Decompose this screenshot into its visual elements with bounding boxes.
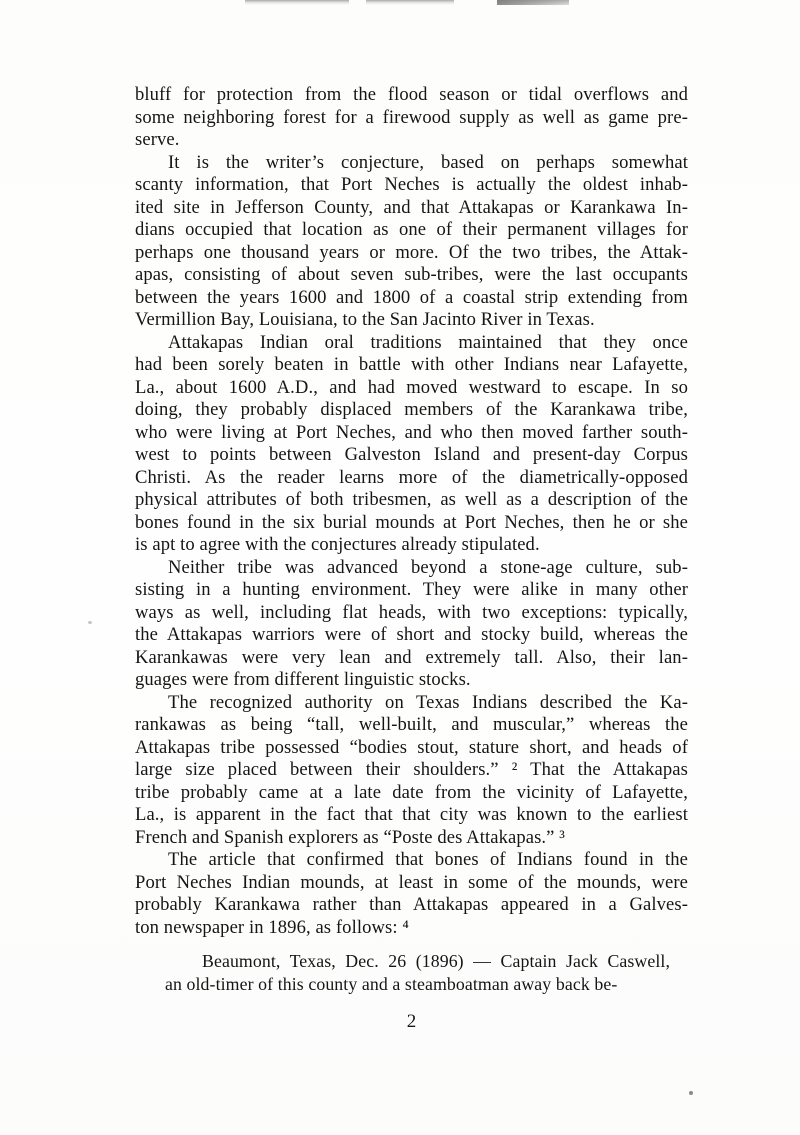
text-line: perhaps one thousand years or more. Of the two tribes, the Attak- [135,241,688,263]
scan-artifact-ink [366,0,454,5]
page-number: 2 [406,1011,417,1032]
text-line: French and Spanish explorers as “Poste des Attakapas.” ³ [135,826,565,848]
text-line: serve. [135,129,180,150]
text-line: The recognized authority on Texas Indians described the Ka- [168,691,688,713]
page-body [135,84,688,995]
text-line: rankawas as being “tall, well-built, and muscular,” whereas the [135,714,688,735]
text-line: bluff for protection from the flood season or tidal overflows and [135,84,688,105]
text-line: La., about 1600 A.D., and had moved westward to escape. In so [135,376,688,398]
paragraph [135,84,688,152]
text-line: probably Karankawa rather than Attakapas appeared in a Galves- [135,894,688,915]
paragraph [135,557,688,692]
scan-artifact-ink [245,0,349,5]
text-line: Neither tribe was advanced beyond a stone-age culture, sub- [168,556,688,578]
text-line: dians occupied that location as one of their permanent villages for [135,219,688,240]
text-line: physical attributes of both tribesmen, as well as a description of the [135,489,688,510]
text-line: an old-timer of this county and a steamboatman away back be- [165,973,618,994]
scan-artifact-ink [497,0,569,5]
text-line: west to points between Galveston Island and present-day Corpus [135,444,688,465]
text-line: large size placed between their shoulders.” ² That the Attakapas [135,759,688,780]
block-quote [165,950,670,995]
paragraph [135,152,688,332]
text-line: had been sorely beaten in battle with other Indians near Lafayette, [135,354,688,375]
scan-speck [88,621,92,624]
scan-artifact-bar [366,0,454,5]
text-line: ited site in Jefferson County, and that Attakapas or Karankawa In- [135,196,688,218]
text-line: Beaumont, Texas, Dec. 26 (1896) — Captain Jack Caswell, [202,951,670,971]
text-line: doing, they probably displaced members of the Karankawa tribe, [135,399,688,420]
paragraph [135,332,688,557]
text-line: Vermillion Bay, Louisiana, to the San Jacinto River in Texas. [135,309,595,330]
text-line: Karankawas were very lean and extremely tall. Also, their lan- [135,646,688,668]
text-line: Attakapas Indian oral traditions maintained that they once [168,331,688,353]
text-line: who were living at Port Neches, and who then moved farther south- [135,421,688,443]
text-line: Port Neches Indian mounds, at least in some of the mounds, were [135,871,688,893]
text-line: bones found in the six burial mounds at Port Neches, then he or she [135,511,688,533]
text-line: is apt to agree with the conjectures already stipulated. [135,534,540,555]
text-line: Attakapas tribe possessed “bodies stout, stature short, and heads of [135,736,688,758]
scan-artifact-bar [497,0,569,5]
text-line: guages were from different linguistic stocks. [135,669,471,690]
text-line: apas, consisting of about seven sub-tribes, were the last occupants [135,264,688,285]
paragraph [135,692,688,850]
text-line: It is the writer’s conjecture, based on perhaps somewhat [168,151,688,173]
text-line: between the years 1600 and 1800 of a coastal strip extending from [135,286,688,308]
text-line: some neighboring forest for a firewood supply as well as game pre- [135,106,688,128]
text-line: sisting in a hunting environment. They were alike in many other [135,579,688,600]
text-line: Christi. As the reader learns more of the diametrically-opposed [135,466,688,488]
text-line: The article that confirmed that bones of Indians found in the [168,849,688,870]
text-line: ton newspaper in 1896, as follows: ⁴ [135,916,409,938]
scan-artifact-bar [245,0,349,5]
scan-speck [689,1091,693,1095]
text-line: tribe probably came at a late date from the vicinity of Lafayette, [135,781,688,803]
text-line: scanty information, that Port Neches is actually the oldest inhab- [135,174,688,195]
paragraph [135,849,688,939]
text-line: the Attakapas warriors were of short and stocky build, whereas the [135,624,688,645]
text-line: La., is apparent in the fact that that city was known to the earliest [135,804,688,825]
text-line: ways as well, including flat heads, with two exceptions: typically, [135,601,688,623]
